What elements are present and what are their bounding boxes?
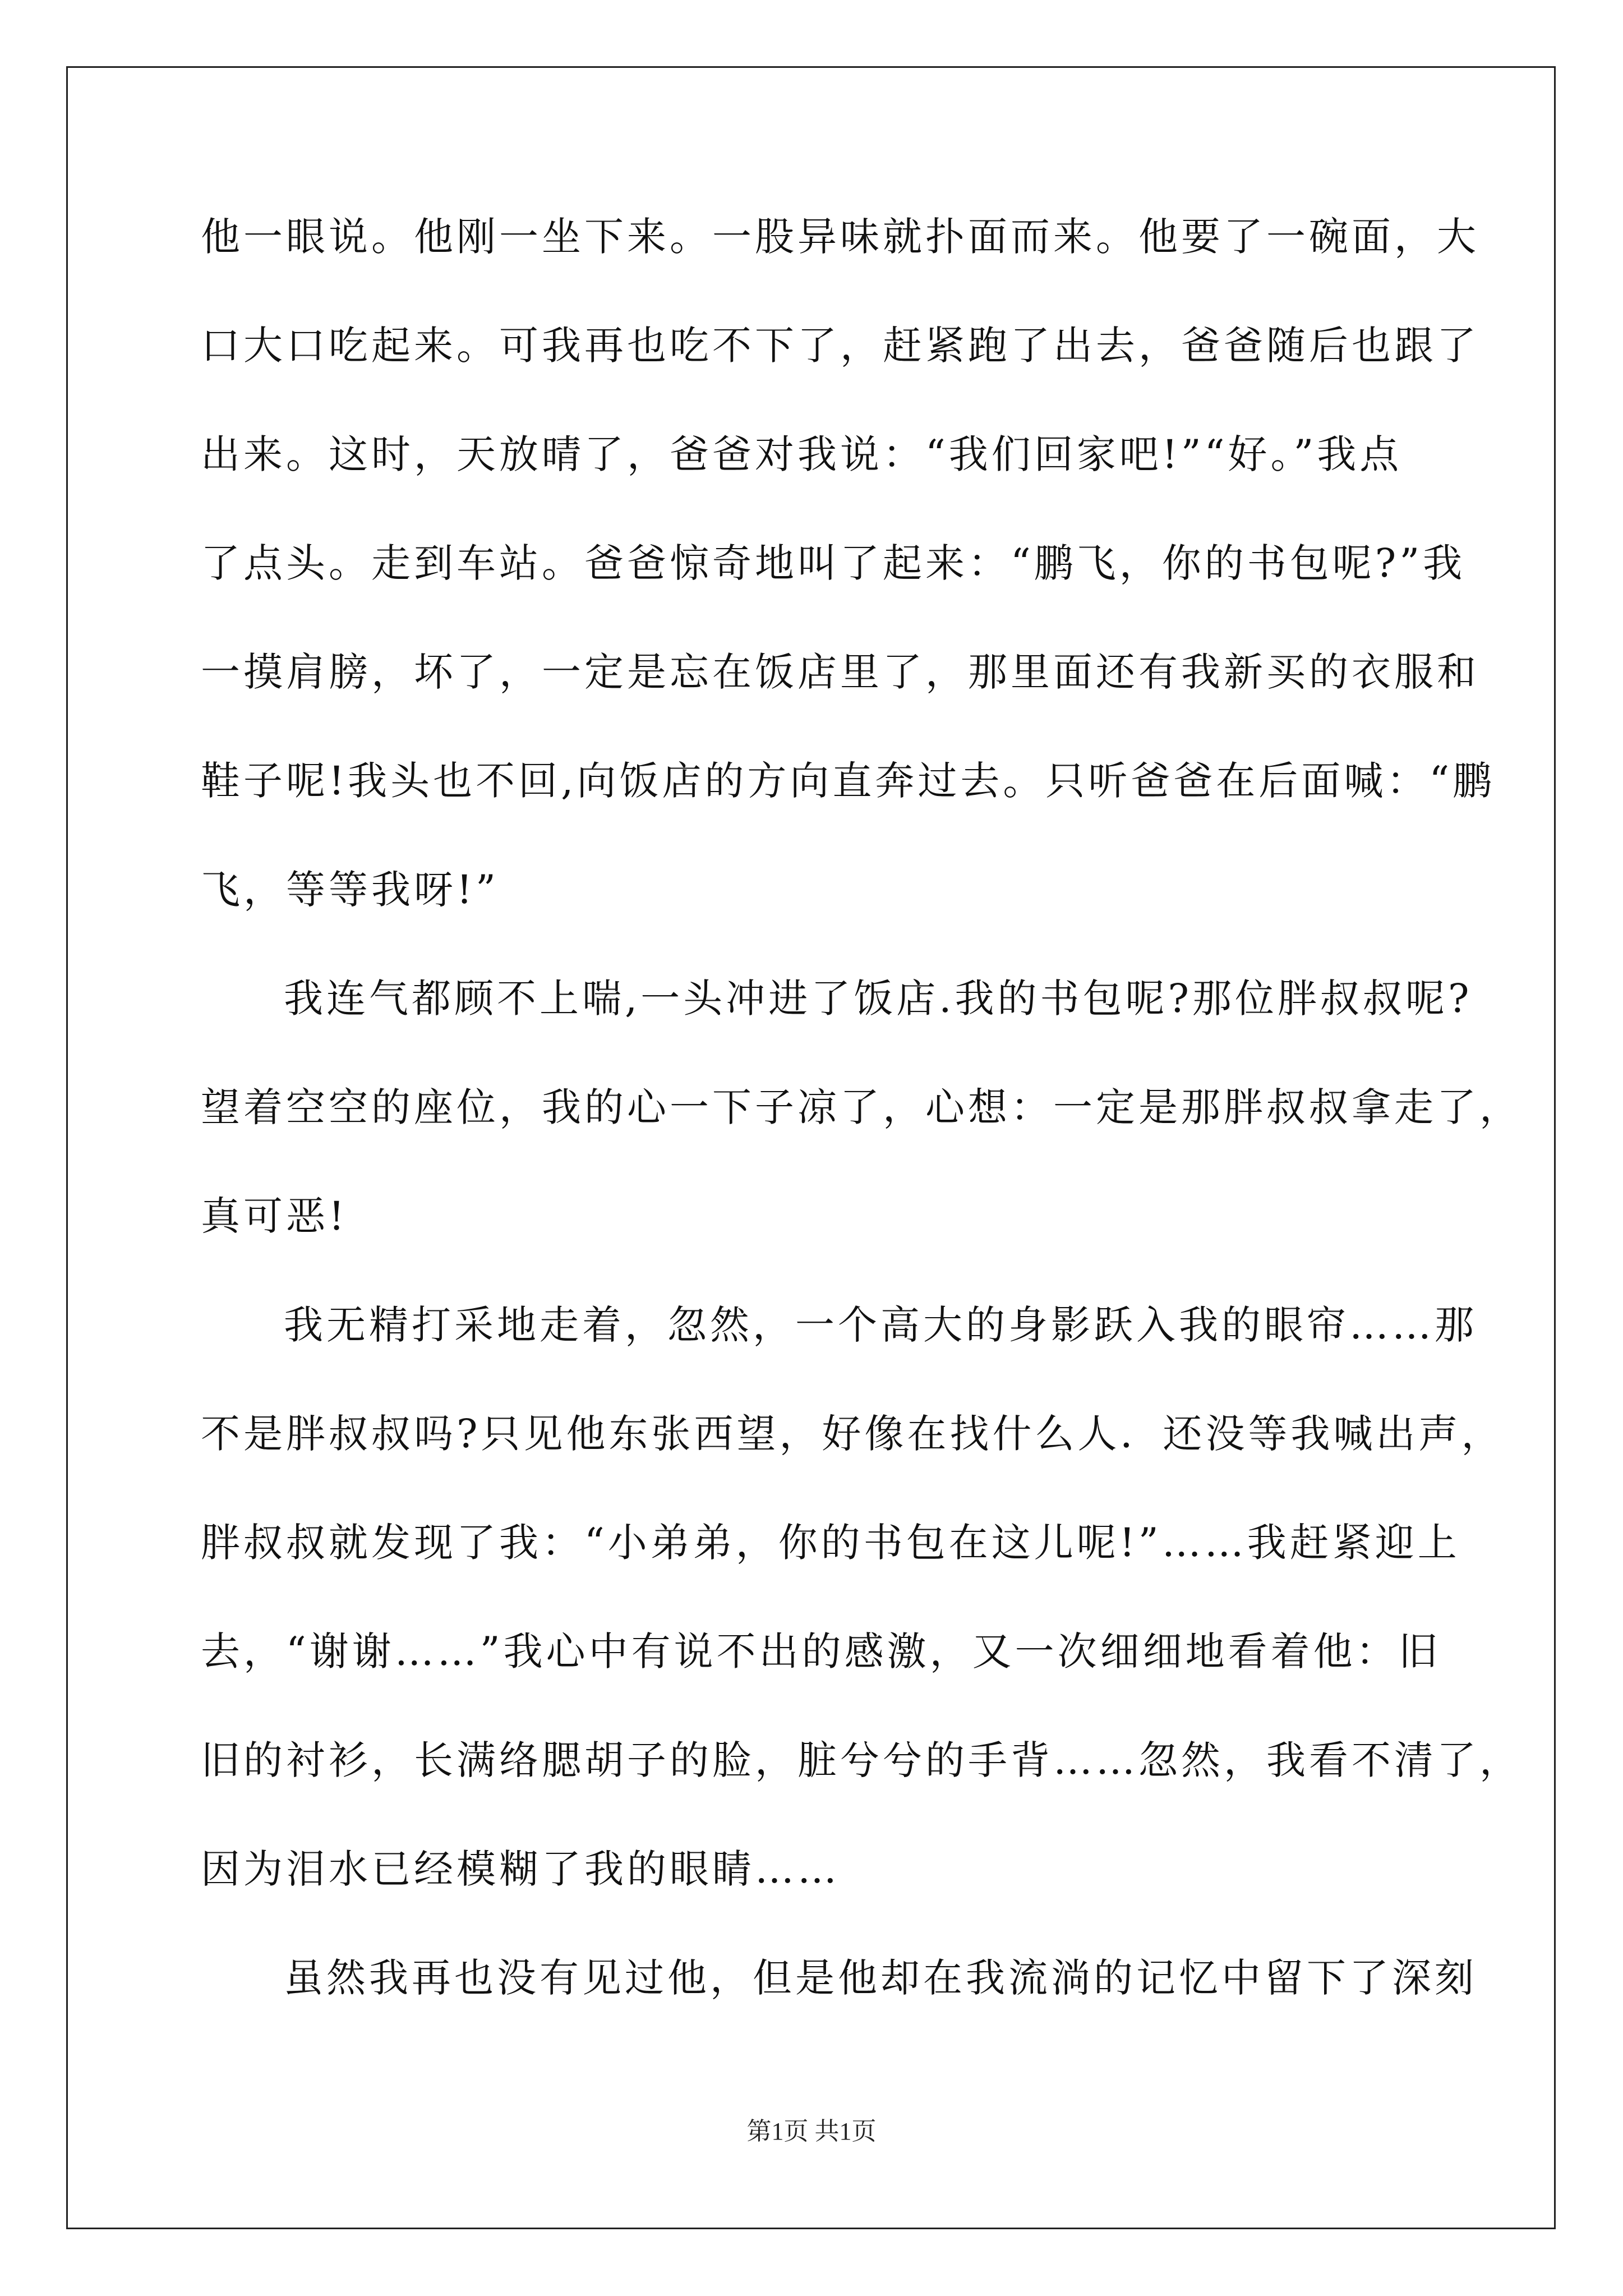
text-line: 一摸肩膀，坏了，一定是忘在饭店里了，那里面还有我新买的衣服和 (201, 649, 1479, 695)
paragraph-start-line: 我连气都顾不上喘,一头冲进了饭店.我的书包呢?那位胖叔叔呢? (284, 976, 1473, 1022)
text-line: 了点头。走到车站。爸爸惊奇地叫了起来：“鹏飞，你的书包呢?”我 (201, 540, 1466, 586)
text-line: 不是胖叔叔吗?只见他东张西望，好像在找什么人．还没等我喊出声， (201, 1411, 1504, 1457)
text-line: 飞，等等我呀!” (201, 867, 499, 913)
text-line: 鞋子呢!我头也不回,向饭店的方向直奔过去。只听爸爸在后面喊：“鹏 (201, 758, 1496, 804)
text-line: 口大口吃起来。可我再也吃不下了，赶紧跑了出去，爸爸随后也跟了 (201, 323, 1479, 369)
text-line: 胖叔叔就发现了我：“小弟弟，你的书包在这儿呢!”……我赶紧迎上 (201, 1520, 1460, 1566)
text-line: 他一眼说。他刚一坐下来。一股异味就扑面而来。他要了一碗面，大 (201, 214, 1479, 260)
paragraph-start-line: 虽然我再也没有见过他，但是他却在我流淌的记忆中留下了深刻 (284, 1955, 1477, 2001)
text-line: 因为泪水已经模糊了我的眼睛…… (201, 1846, 840, 1892)
text-line: 望着空空的座位，我的心一下子凉了，心想：一定是那胖叔叔拿走了， (201, 1084, 1522, 1130)
text-line: 出来。这时，天放晴了，爸爸对我说：“我们回家吧!”“好。”我点 (201, 431, 1403, 477)
text-line: 去，“谢谢……”我心中有说不出的感激，又一次细细地看着他：旧 (201, 1628, 1441, 1674)
page-number: 第1页 共1页 (746, 2118, 877, 2145)
text-line: 真可恶! (201, 1193, 348, 1239)
text-line: 旧的衬衫，长满络腮胡子的脸，脏兮兮的手背……忽然，我看不清了， (201, 1737, 1522, 1783)
paragraph-start-line: 我无精打采地走着，忽然，一个高大的身影跃入我的眼帘……那 (284, 1302, 1477, 1348)
document-body (201, 210, 1522, 2060)
